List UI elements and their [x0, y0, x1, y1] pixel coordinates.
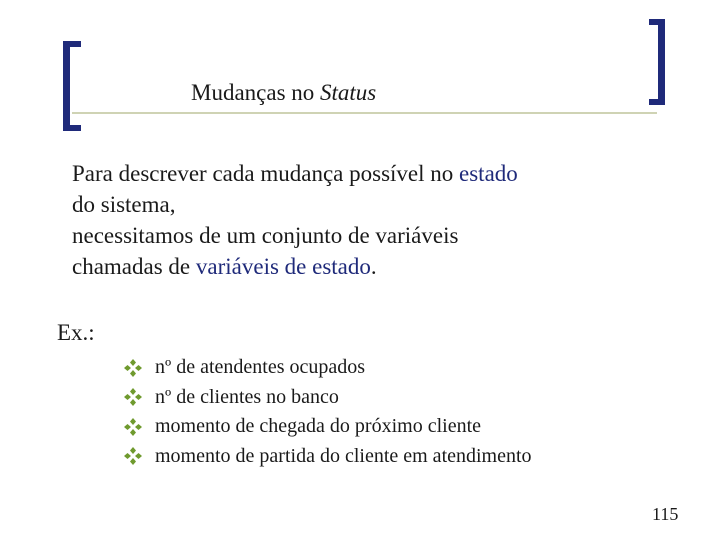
slide-title-plain: Mudanças no	[191, 80, 321, 105]
body-line	[72, 158, 652, 189]
body-line	[72, 189, 652, 220]
four-diamond-bullet-icon	[123, 387, 143, 407]
left-bracket-stem	[63, 41, 70, 131]
bullet-text: nº de clientes no banco	[155, 385, 339, 408]
body-text-segment: chamadas de	[72, 254, 196, 279]
list-item	[123, 383, 532, 413]
page-number: 115	[652, 504, 679, 524]
highlighted-term: variáveis de estado	[195, 254, 371, 279]
body-line	[72, 251, 652, 282]
slide-title	[191, 78, 376, 108]
list-item	[123, 353, 532, 383]
bullet-list	[123, 353, 532, 471]
body-text-segment: do sistema,	[72, 192, 176, 217]
example-label: Ex.:	[57, 320, 95, 345]
right-bracket-top-serif	[649, 19, 665, 25]
body-text-segment: Para descrever cada mudança possível no	[72, 161, 460, 186]
body-paragraph	[72, 158, 652, 282]
four-diamond-bullet-icon	[123, 446, 143, 466]
slide-title-italic: Status	[320, 80, 377, 105]
four-diamond-bullet-icon	[123, 358, 143, 378]
bullet-text: momento de chegada do próximo cliente	[155, 415, 482, 437]
right-bracket-bottom-serif	[649, 99, 665, 105]
list-item	[123, 442, 532, 472]
left-bracket-bottom-serif	[63, 125, 81, 131]
list-item	[123, 412, 532, 442]
body-text-segment: .	[370, 254, 377, 279]
four-diamond-bullet-icon	[123, 417, 143, 437]
body-line	[72, 220, 652, 251]
left-bracket-top-serif	[63, 41, 81, 47]
bullet-text: momento de partida do cliente em atendimento	[155, 444, 532, 467]
title-divider	[72, 112, 657, 114]
highlighted-term: estado	[459, 161, 518, 186]
bullet-text: nº de atendentes ocupados	[155, 356, 366, 378]
right-bracket-stem	[658, 19, 665, 105]
body-text-segment: necessitamos de um conjunto de variáveis	[72, 223, 459, 248]
